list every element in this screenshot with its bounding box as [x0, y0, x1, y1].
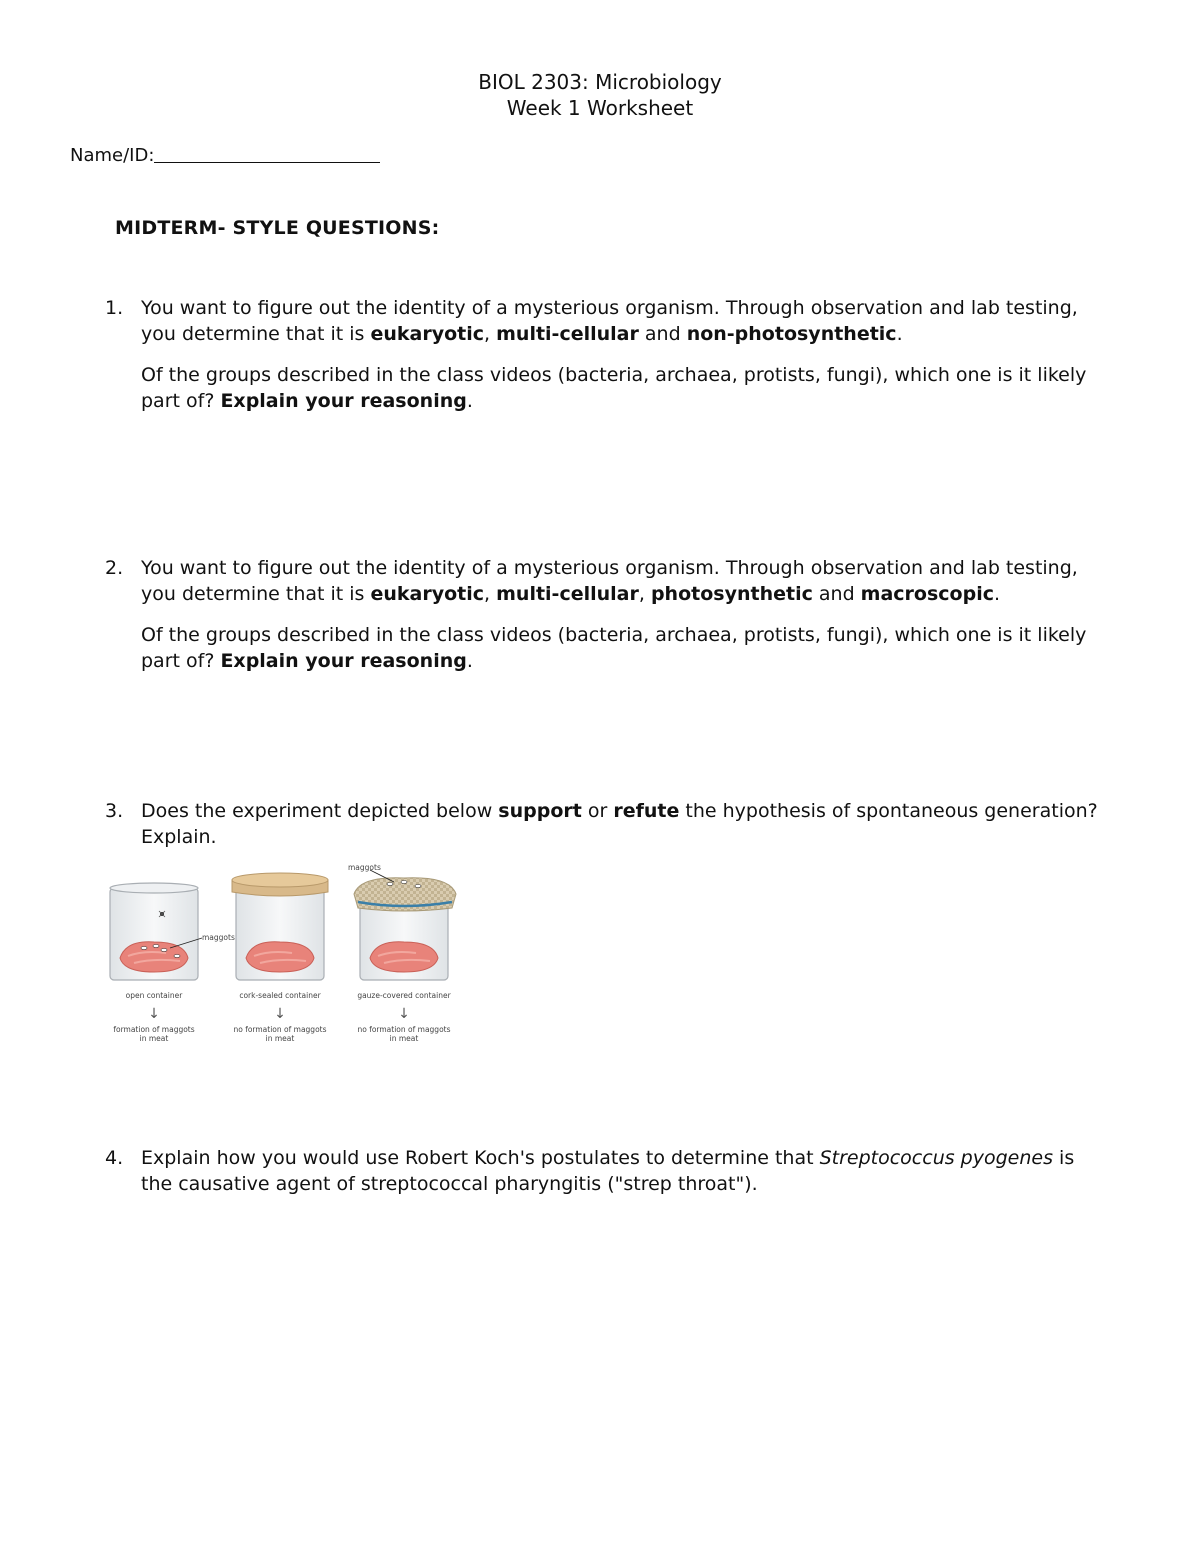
question-4 — [105, 1145, 1105, 1197]
down-arrow-icon: ↓ — [398, 1006, 410, 1022]
question-number: 3. — [105, 800, 124, 822]
question-number: 4. — [105, 1147, 124, 1169]
result-open-line1: formation of maggots — [113, 1025, 195, 1034]
result-cork-line1: no formation of maggots — [233, 1025, 327, 1034]
maggots-label-1: maggots — [202, 933, 235, 942]
question-1-task: Of the groups described in the class videos (bacteria, archaea, protists, fungi), which one is it likely part of? Explain your reasoning. — [141, 364, 1087, 412]
name-id-label: Name/ID: — [70, 145, 155, 166]
section-heading: MIDTERM- STYLE QUESTIONS: — [115, 217, 440, 239]
open-container-jar — [110, 883, 235, 980]
question-3-prompt: Does the experiment depicted below support or refute the hypothesis of spontaneous generation? Explain. — [141, 800, 1098, 848]
question-2 — [105, 555, 1105, 674]
question-2-prompt: You want to figure out the identity of a mysterious organism. Through observation and lab testing, you determine that it is eukaryotic, multi-cellular, photosynthetic and macroscopic. — [141, 557, 1078, 605]
result-gauze-line1: no formation of maggots — [357, 1025, 451, 1034]
name-id-blank[interactable] — [154, 144, 380, 163]
jar-label-open: open container — [125, 991, 183, 1000]
question-3 — [105, 798, 1105, 850]
jar-label-gauze: gauze-covered container — [357, 991, 451, 1000]
question-1 — [105, 295, 1105, 414]
gauze-covered-jar — [348, 863, 456, 980]
cork-sealed-jar — [232, 873, 328, 980]
down-arrow-icon: ↓ — [148, 1006, 160, 1022]
question-4-prompt: Explain how you would use Robert Koch's postulates to determine that Streptococcus pyogenes is the causative agent of streptococcal pharyngitis ("strep throat"). — [141, 1147, 1075, 1195]
jar-label-cork: cork-sealed container — [239, 991, 321, 1000]
result-gauze-line2: in meat — [389, 1034, 419, 1043]
down-arrow-icon: ↓ — [274, 1006, 286, 1022]
result-cork-line2: in meat — [265, 1034, 295, 1043]
course-title: BIOL 2303: Microbiology — [478, 70, 722, 94]
spontaneous-generation-figure — [104, 858, 464, 1053]
worksheet-title: Week 1 Worksheet — [506, 96, 694, 120]
question-number: 2. — [105, 557, 124, 579]
experiment-illustration — [104, 858, 464, 1053]
question-2-task: Of the groups described in the class videos (bacteria, archaea, protists, fungi), which one is it likely part of? Explain your reasoning. — [141, 624, 1087, 672]
maggots-label-2: maggots — [348, 863, 381, 872]
name-id-line — [70, 144, 380, 168]
question-number: 1. — [105, 297, 124, 319]
question-1-prompt: You want to figure out the identity of a mysterious organism. Through observation and lab testing, you determine that it is eukaryotic, multi-cellular and non-photosynthetic. — [141, 297, 1078, 345]
result-open-line2: in meat — [139, 1034, 169, 1043]
